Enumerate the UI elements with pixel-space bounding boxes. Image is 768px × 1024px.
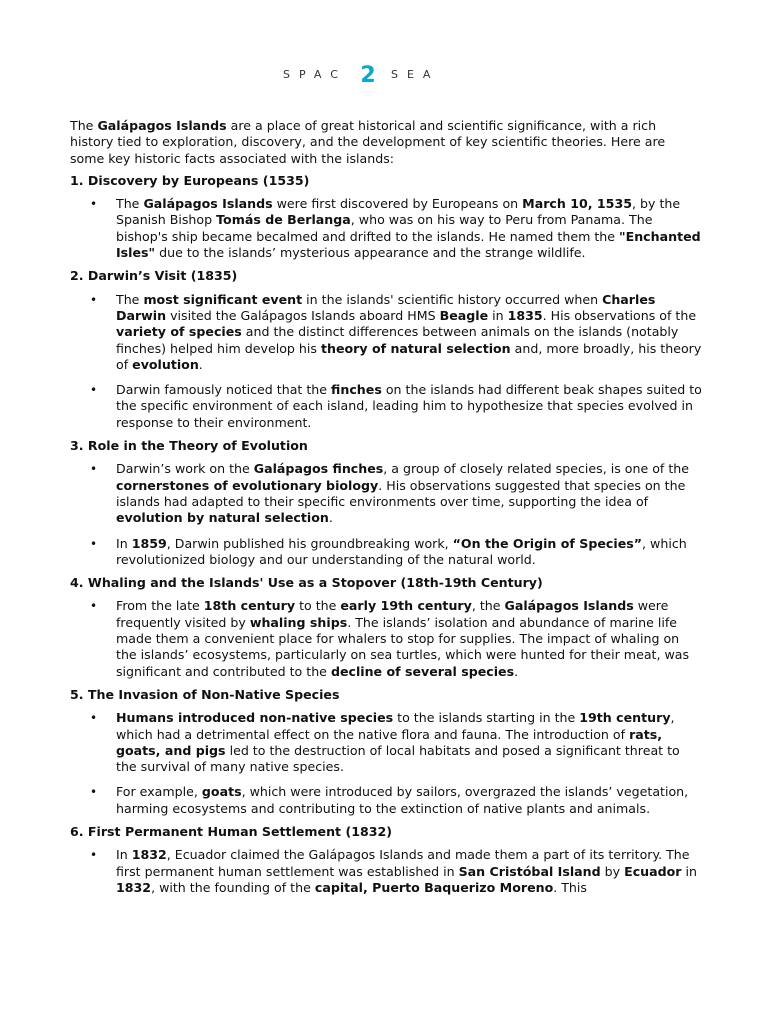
logo-text-left: SPAC	[283, 68, 347, 81]
bold-text: Galápagos Islands	[97, 118, 227, 133]
text-run: The	[116, 196, 144, 212]
text-run: in	[681, 863, 698, 879]
bold-text: evolution	[132, 356, 199, 372]
text-run: .	[328, 510, 333, 526]
text-run: on the islands had different beak shapes suited to the specific environment of each island, leading him to hypothesize that species evolved in response to their environment.	[116, 382, 702, 430]
bold-text: March 10, 1535	[522, 196, 632, 212]
bullet-list	[70, 710, 702, 817]
bullet-list	[70, 196, 702, 261]
bold-text: Ecuador	[624, 863, 682, 879]
bold-text: Humans introduced non-native species	[116, 710, 394, 726]
text-run: led to the destruction of local habitats and posed a significant threat to the survival of many native species.	[116, 742, 680, 775]
bold-text: 1832	[131, 847, 167, 863]
bullet-list	[70, 847, 702, 896]
logo-text-right: SEA	[391, 68, 440, 81]
bold-text: 18th century	[203, 598, 296, 614]
bold-text: whaling ships	[249, 614, 348, 630]
text-run: , with the founding of the	[151, 879, 315, 895]
text-run: in the islands' scientific history occurred when	[302, 291, 603, 307]
text-run: are a place of great historical and scientific significance, with a rich history tied to exploration, discovery, and the development of key scientific theories. Here are some key historic facts associated with the islands:	[70, 118, 666, 166]
bold-text: Galápagos Islands	[143, 196, 273, 212]
bold-text: Charles Darwin	[116, 291, 656, 323]
text-run: were first discovered by Europeans on	[272, 196, 523, 212]
bullet-item	[70, 292, 702, 373]
bullet-list	[70, 292, 702, 431]
bold-text: Galápagos Islands	[504, 598, 634, 614]
text-run: The	[116, 291, 144, 307]
text-run: .	[198, 356, 203, 372]
bold-text: “On the Origin of Species”	[452, 535, 643, 551]
sections-container	[70, 173, 702, 896]
text-run: , which revolutionized biology and our understanding of the natural world.	[116, 535, 687, 567]
text-run: to the	[295, 598, 341, 614]
bold-text: San Cristóbal Island	[458, 863, 601, 879]
text-run: . The islands’ isolation and abundance of marine life made them a convenient place for whalers to stop for supplies. The impact of whaling on the islands’ ecosystems, particularly on sea turtles, which were hunted for their meat, was significant and contributed to the	[116, 614, 690, 679]
text-run: , Darwin published his groundbreaking work,	[166, 535, 453, 551]
bullet-list	[70, 461, 702, 568]
bold-text: decline of several species	[330, 663, 515, 679]
text-run: . His observations of the	[542, 307, 697, 323]
text-run: For example,	[116, 784, 202, 800]
text-run: , Ecuador claimed the Galápagos Islands and made them a part of its territory. The first permanent human settlement was established in	[116, 847, 690, 879]
document-body	[70, 118, 702, 903]
text-run: in	[488, 307, 508, 323]
bold-text: finches	[331, 382, 382, 398]
text-run: The	[70, 118, 98, 133]
bold-text: Beagle	[439, 307, 489, 323]
bullet-item	[70, 461, 702, 526]
text-run: . This	[553, 879, 587, 895]
text-run: In	[116, 535, 132, 551]
text-run: due to the islands’ mysterious appearance and the strange wildlife.	[155, 245, 586, 261]
section-heading: 4. Whaling and the Islands' Use as a Stopover (18th-19th Century)	[70, 575, 543, 591]
bold-text: rats, goats, and pigs	[116, 726, 663, 758]
text-run: and the distinct differences between animals on the islands (notably finches) helped him develop his	[116, 324, 679, 356]
bold-text: 1832	[116, 879, 152, 895]
text-run: , by the Spanish Bishop	[116, 196, 681, 228]
text-run: Darwin famously noticed that the	[116, 382, 332, 398]
text-run: , which were introduced by sailors, overgrazed the islands’ vegetation, harming ecosystems and contributing to the extinction of native plants and animals.	[116, 784, 689, 816]
bold-text: Tomás de Berlanga	[216, 212, 351, 228]
bullet-item	[70, 382, 702, 431]
text-run: to the islands starting in the	[393, 710, 580, 726]
bullet-item	[70, 196, 702, 261]
text-run: In	[116, 847, 132, 863]
bold-text: capital, Puerto Baquerizo Moreno	[314, 879, 554, 895]
text-run: .	[514, 663, 519, 679]
text-run: From the late	[116, 598, 204, 614]
section-heading: 1. Discovery by Europeans (1535)	[70, 172, 310, 188]
bold-text: "Enchanted Isles"	[116, 228, 701, 261]
section-heading: 3. Role in the Theory of Evolution	[70, 438, 308, 454]
bold-text: 1835	[507, 307, 543, 323]
intro-paragraph	[70, 118, 702, 167]
text-run: Darwin’s work on the	[116, 461, 254, 477]
section-heading: 5. The Invasion of Non-Native Species	[70, 686, 340, 702]
text-run: and, more broadly, his theory of	[116, 340, 702, 372]
bold-text: 1859	[131, 535, 167, 551]
text-run: . His observations suggested that species on the islands had adapted to their specific environments over time, supporting the idea of	[116, 477, 686, 509]
bold-text: 19th century	[579, 710, 671, 726]
space2sea-logo	[283, 61, 453, 85]
bold-text: most significant event	[143, 291, 303, 307]
text-run: , which had a detrimental effect on the native flora and fauna. The introduction of	[116, 710, 675, 742]
bullet-item	[70, 598, 702, 679]
bullet-item	[70, 710, 702, 775]
bold-text: goats	[201, 784, 242, 800]
text-run: were frequently visited by	[116, 598, 669, 630]
bold-text: theory of natural selection	[320, 340, 511, 356]
text-run: , the	[471, 598, 505, 614]
bold-text: cornerstones of evolutionary biology	[116, 477, 379, 493]
bold-text: Galápagos finches	[253, 461, 384, 477]
text-run: , who was on his way to Peru from Panama. The bishop's ship became becalmed and drifted to the islands. He named them the	[116, 212, 653, 244]
bold-text: early 19th century	[340, 598, 472, 614]
text-run: visited the Galápagos Islands aboard HMS	[166, 307, 440, 323]
bold-text: evolution by natural selection	[116, 510, 329, 526]
bullet-item	[70, 784, 702, 817]
text-run: by	[600, 863, 625, 879]
bullet-item	[70, 536, 702, 569]
bullet-item	[70, 847, 702, 896]
logo-mark: 2	[360, 63, 376, 85]
section-heading: 2. Darwin’s Visit (1835)	[70, 268, 238, 284]
bullet-list	[70, 598, 702, 679]
bold-text: variety of species	[116, 324, 242, 340]
section-heading: 6. First Permanent Human Settlement (1832)	[70, 823, 393, 839]
text-run: , a group of closely related species, is one of the	[383, 461, 690, 477]
